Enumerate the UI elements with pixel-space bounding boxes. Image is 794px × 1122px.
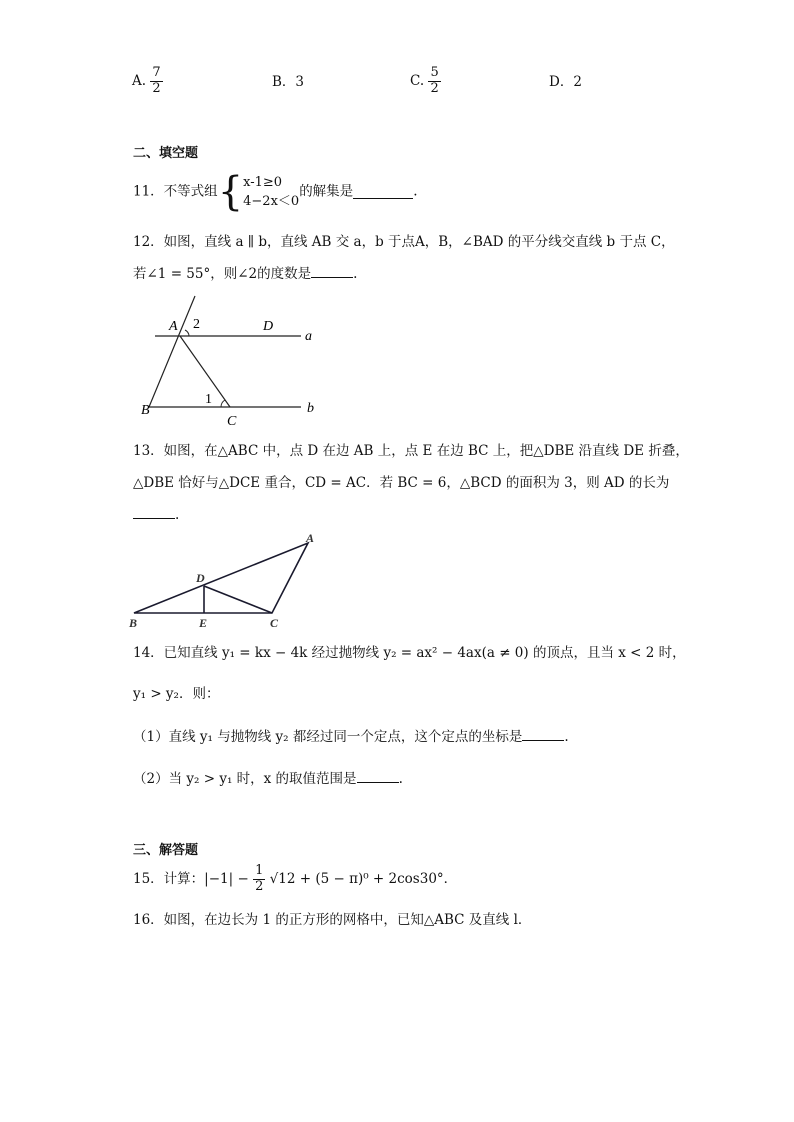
angle-2-arc: [185, 330, 189, 336]
question-13-line-1: 13．如图，在△ABC 中，点 D 在边 AB 上，点 E 在边 BC 上，把△DBE 沿直线 DE 折叠，: [133, 443, 689, 459]
figure-q12: [135, 292, 335, 432]
question-14-part-1: （1）直线 y₁ 与抛物线 y₂ 都经过同一个定点，这个定点的坐标是 .: [133, 729, 569, 745]
label-b: b: [307, 401, 314, 416]
question-16: 16．如图，在边长为 1 的正方形的网格中，已知△ABC 及直线 l．: [133, 912, 532, 928]
question-12-line-2: 若∠1 = 55°，则∠2的度数是 .: [133, 266, 358, 282]
question-13-line-2: △DBE 恰好与△DCE 重合，CD = AC．若 BC = 6，△BCD 的面积为 3，则 AD 的长为: [133, 475, 670, 491]
label-B: B: [129, 616, 138, 630]
label-B: B: [141, 403, 150, 418]
label-a: a: [305, 329, 312, 344]
section-title-solve: 三、解答题: [133, 843, 199, 858]
question-13-line-3: .: [133, 506, 179, 524]
answer-blank-14-1[interactable]: [522, 728, 564, 741]
figure-q13: [126, 530, 326, 630]
label-D: D: [196, 571, 205, 585]
q15-fraction: $\frac{1}{2}$: [255, 863, 264, 894]
label-C: C: [227, 414, 237, 429]
section-title-fill-in: 二、填空题: [133, 146, 199, 161]
option-a: A. $\frac{7}{2}$: [132, 65, 161, 96]
question-11: 11．不等式组{ x-1≥0 4−2x＜0 的解集是 .: [133, 169, 418, 215]
answer-blank-14-2[interactable]: [357, 770, 399, 783]
answer-blank-12[interactable]: [311, 265, 353, 278]
option-b: B．3: [272, 74, 305, 90]
label-A: A: [306, 531, 315, 545]
option-d: D．2: [549, 74, 582, 90]
segment-dc: [204, 586, 272, 613]
option-a-fraction: $\frac{7}{2}$: [152, 65, 161, 96]
question-15: 15．计算：|−1| − $\frac{1}{2}$ √12 + (5 − π)⁰ + 2cos30°．: [133, 863, 458, 894]
answer-blank-13[interactable]: [133, 506, 175, 519]
option-c: C. $\frac{5}{2}$: [410, 65, 439, 96]
label-D: D: [263, 319, 274, 334]
triangle-abc: [134, 543, 308, 613]
option-c-fraction: $\frac{5}{2}$: [430, 65, 439, 96]
label-E: E: [199, 616, 208, 630]
question-14-part-2: （2）当 y₂ > y₁ 时，x 的取值范围是 .: [133, 771, 403, 787]
angle-1-arc: [221, 400, 225, 407]
label-1: 1: [205, 392, 212, 407]
question-12-line-1: 12．如图，直线 a ∥ b，直线 AB 交 a，b 于点A，B，∠BAD 的平分线交直线 b 于点 C，: [133, 234, 675, 250]
answer-blank-11[interactable]: [353, 186, 413, 199]
question-14-line-1: 14．已知直线 y₁ = kx − 4k 经过抛物线 y₂ = ax² − 4ax(a ≠ 0) 的顶点，且当 x < 2 时，: [133, 645, 686, 661]
label-2: 2: [193, 317, 200, 332]
brace-symbol: {: [217, 169, 244, 215]
question-14-line-2: y₁ > y₂．则：: [133, 686, 220, 702]
line-ab: [149, 296, 195, 407]
inequality-system: x-1≥0 4−2x＜0: [243, 175, 300, 209]
label-C: C: [270, 616, 279, 630]
label-A: A: [169, 319, 178, 334]
